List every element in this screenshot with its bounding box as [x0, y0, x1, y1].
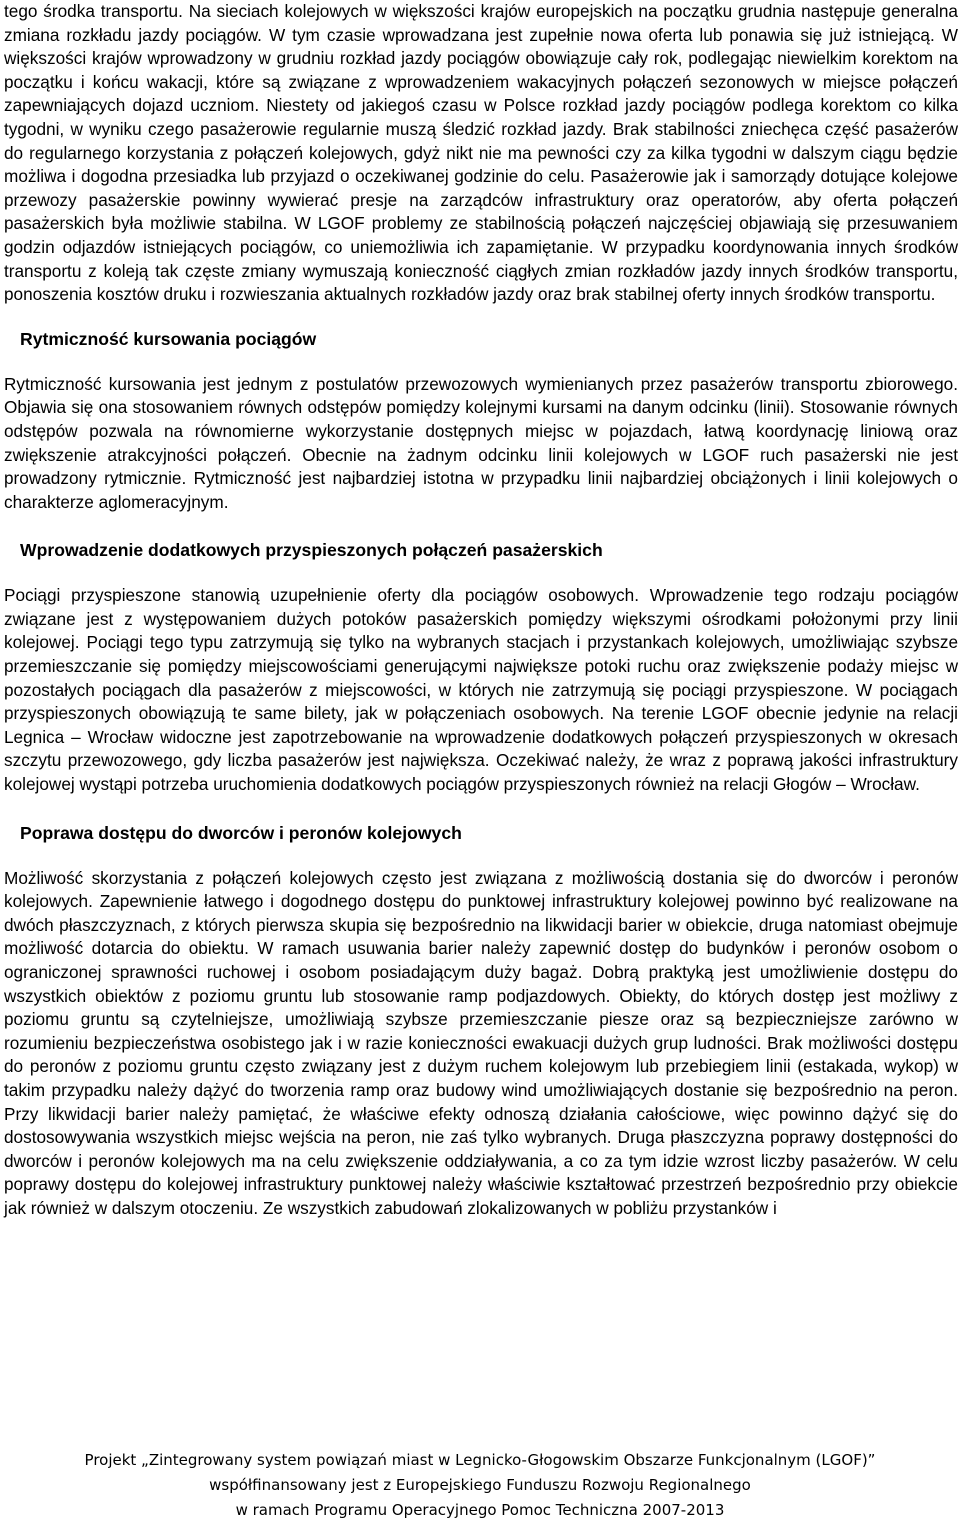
- paragraph-przyspieszone: Pociągi przyspieszone stanowią uzupełnienie oferty dla pociągów osobowych. Wprowadzenie tego rodzaju pociągów związane jest z występowaniem dużych potoków pasażerskich pomiędzy większymi ośrodkami położonymi przy linii kolejowej. Pociągi tego typu zatrzymują się tylko na wybranych stacjach i przystankach kolejowych, umożliwiając szybsze przemieszczanie się pomiędzy miejscowościami generującymi największe potoki ruchu oraz zwiększenie podaży miejsc w pozostałych pociągach dla pasażerów z miejscowości, w których nie zatrzymują się pociągi przyspieszone. W pociągach przyspieszonych obowiązują te same bilety, jak w połączeniach osobowych. Na terenie LGOF obecnie jedynie na relacji Legnica – Wrocław widoczne jest zapotrzebowanie na wprowadzenie dodatkowych połączeń przyspieszonych w okresach szczytu przewozowego, gdy liczba pasażerów jest największa. Oczekiwać należy, że wraz z poprawą jakości infrastruktury kolejowej wystąpi potrzeba uruchomienia dodatkowych pociągów przyspieszonych również na relacji Głogów – Wrocław.: [4, 585, 958, 795]
- heading-rytmicznosc: Rytmiczność kursowania pociągów: [20, 328, 317, 349]
- paragraph-rytmicznosc: Rytmiczność kursowania jest jednym z postulatów przewozowych wymienianych przez pasażerów transportu zbiorowego. Objawia się ona stosowaniem równych odstępów pomiędzy kolejnymi kursami na danym odcinku (linii). Stosowanie równych odstępów pozwala na równomierne wykorzystanie dostępnych miejsc w pojazdach, łatwą koordynację liniową oraz zwiększenie atrakcyjności połączeń. Obecnie na żadnym odcinku linii kolejowych w LGOF ruch pasażerski nie jest prowadzony rytmicznie. Rytmiczność jest najbardziej istotna w przypadku linii najbardziej obciążonych i linii kolejowych o charakterze aglomeracyjnym.: [4, 373, 958, 512]
- footer-programme-line: w ramach Programu Operacyjnego Pomoc Techniczna 2007-2013: [235, 1501, 725, 1519]
- paragraph-intro: tego środka transportu. Na sieciach kolejowych w większości krajów europejskich na początku grudnia następuje generalna zmiana rozkładu jazdy pociągów. W tym czasie wprowadzana jest zupełnie nowa oferta lub ponawia się już istniejącą. W większości krajów wprowadzony w grudniu rozkład jazdy pociągów obowiązuje cały rok, podlegając niewielkim korektom na początku i końcu wakacji, które są związane z wprowadzeniem wakacyjnych połączeń sezonowych w miejsce połączeń zapewniających dojazd uczniom. Niestety od jakiegoś czasu w Polsce rozkład jazdy pociągów podlega korektom co kilka tygodni, w wyniku czego pasażerowie regularnie muszą śledzić rozkład jazdy. Brak stabilności zniechęca część pasażerów do regularnego korzystania z połączeń kolejowych, gdyż nikt nie ma pewności czy za kilka tygodni w dalszym ciągu będzie możliwa i dogodna przesiadka lub przyjazd o oczekiwanej godzinie do celu. Pasażerowie jak i samorządy dotujące kolejowe przewozy pasażerskie powinny wywierać presje na zarządców infrastruktury oraz operatorów, aby oferta połączeń pasażerskich była możliwie stabilna. W LGOF problemy ze stabilnością połączeń najczęściej objawiają się przesuwaniem godzin odjazdów istniejących pociągów, co uniemożliwia ich zapamiętanie. W przypadku koordynowania innych środków transportu z koleją tak częste zmiany wymuszają konieczność ciągłych zmian rozkładów jazdy innych środków transportu, ponoszenia kosztów druku i rozwieszania aktualnych rozkładów jazdy oraz brak stabilnej oferty innych środków transportu.: [4, 1, 958, 305]
- page-footer: [0, 1448, 960, 1523]
- footer-project-line: Projekt „Zintegrowany system powiązań miast w Legnicko-Głogowskim Obszarze Funkcjonalnym (LGOF)”: [84, 1451, 876, 1469]
- footer-funding-line: współfinansowany jest z Europejskiego Funduszu Rozwoju Regionalnego: [209, 1476, 751, 1494]
- document-page: [4, 0, 958, 1221]
- heading-przyspieszone: Wprowadzenie dodatkowych przyspieszonych połączeń pasażerskich: [20, 540, 603, 561]
- heading-dostep: Poprawa dostępu do dworców i peronów kolejowych: [20, 822, 462, 843]
- paragraph-dostep: Możliwość skorzystania z połączeń kolejowych często jest związana z możliwością dostania się do dworców i peronów kolejowych. Zapewnienie łatwego i dogodnego dostępu do punktowej infrastruktury kolejowej powinno być realizowane na dwóch płaszczyznach, z których pierwsza skupia się bezpośrednio na likwidacji barier w obiekcie, druga natomiast obejmuje możliwość dotarcia do obiektu. W ramach usuwania barier należy zapewnić dostęp do budynków i peronów osobom o ograniczonej sprawności ruchowej i osobom posiadającym duży bagaż. Dobrą praktyką jest umożliwienie dostępu do wszystkich obiektów z poziomu gruntu lub stosowanie ramp podjazdowych. Obiekty, do których dostęp jest możliwy z poziomu gruntu są czytelniejsze, umożliwiają szybsze przemieszczanie piesze oraz są bezpieczniejsze zarówno w rozumieniu bezpieczeństwa osobistego jak i w razie konieczności ewakuacji dużych grup ludności. Brak możliwości dostępu do peronów z poziomu gruntu często związany jest z dużym ruchem kolejowym lub przebiegiem linii (estakada, wykop) w takim przypadku należy dążyć do tworzenia ramp oraz budowy wind umożliwiających dostanie się bezpośrednio na peron. Przy likwidacji barier należy pamiętać, że właściwe efekty odnoszą działania całościowe, więc powinno dążyć się do dostosowywania wszystkich miejsc wejścia na peron, nie zaś tylko wybranych. Druga płaszczyzna poprawy dostępności do dworców i peronów kolejowych ma na celu zwiększenie oddziaływania, a co za tym idzie wzrost liczby pasażerów. W celu poprawy dostępu do kolejowej infrastruktury punktowej należy właściwie kształtować przestrzeń bezpośrednio przy obiekcie jak również w dalszym otoczeniu. Ze wszystkich zabudowań zlokalizowanych w pobliżu przystanków i: [4, 867, 958, 1218]
